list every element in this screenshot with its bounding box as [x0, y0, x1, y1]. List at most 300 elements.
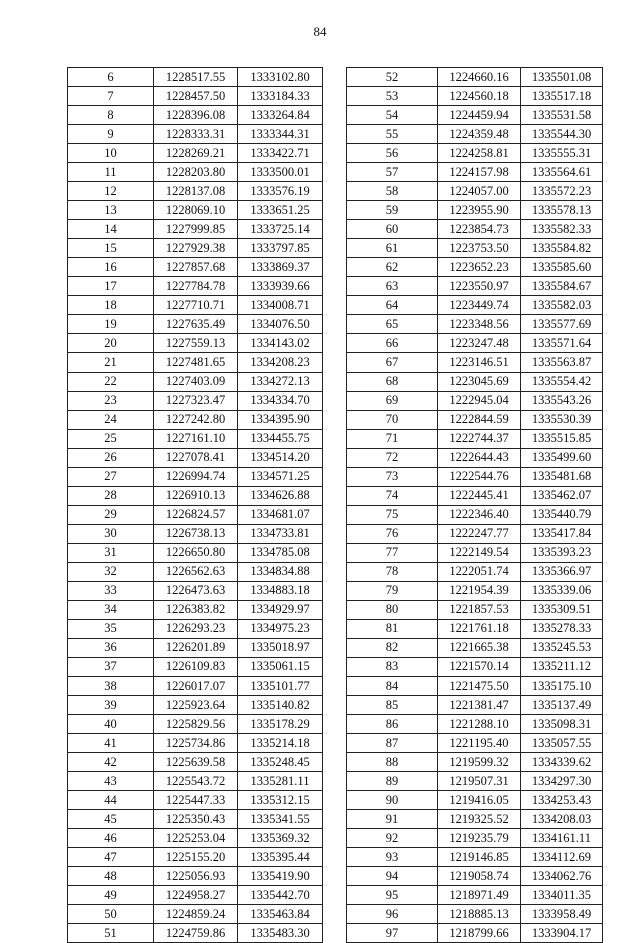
table-row [68, 220, 323, 239]
point-number-cell: 51 [68, 924, 154, 943]
x-coordinate-cell: 1227559.13 [154, 334, 238, 353]
y-coordinate-cell: 1335442.70 [238, 886, 323, 905]
x-coordinate-cell: 1227403.09 [154, 372, 238, 391]
table-row [347, 543, 603, 562]
x-coordinate-cell: 1224459.94 [438, 106, 521, 125]
point-number-cell: 44 [68, 791, 154, 810]
y-coordinate-cell: 1334062.76 [521, 867, 603, 886]
table-row [68, 867, 323, 886]
y-coordinate-cell: 1334395.90 [238, 410, 323, 429]
y-coordinate-cell: 1335582.03 [521, 296, 603, 315]
table-row [68, 696, 323, 715]
point-number-cell: 80 [347, 600, 438, 619]
point-number-cell: 43 [68, 772, 154, 791]
y-coordinate-cell: 1333344.31 [238, 125, 323, 144]
table-row [68, 277, 323, 296]
x-coordinate-cell: 1228457.50 [154, 87, 238, 106]
x-coordinate-cell: 1224057.00 [438, 182, 521, 201]
y-coordinate-cell: 1335530.39 [521, 410, 603, 429]
y-coordinate-cell: 1335419.90 [238, 867, 323, 886]
y-coordinate-cell: 1333797.85 [238, 239, 323, 258]
point-number-cell: 78 [347, 562, 438, 581]
point-number-cell: 24 [68, 410, 154, 429]
point-number-cell: 29 [68, 505, 154, 524]
table-row [68, 334, 323, 353]
table-row [68, 886, 323, 905]
y-coordinate-cell: 1334834.88 [238, 562, 323, 581]
point-number-cell: 30 [68, 524, 154, 543]
table-row [68, 581, 323, 600]
table-row [347, 753, 603, 772]
y-coordinate-cell: 1334455.75 [238, 429, 323, 448]
x-coordinate-cell: 1225639.58 [154, 753, 238, 772]
x-coordinate-cell: 1223348.56 [438, 315, 521, 334]
table-row [68, 734, 323, 753]
point-number-cell: 60 [347, 220, 438, 239]
x-coordinate-cell: 1226994.74 [154, 467, 238, 486]
table-row [68, 924, 323, 943]
x-coordinate-cell: 1223449.74 [438, 296, 521, 315]
table-row [68, 68, 323, 87]
y-coordinate-cell: 1335245.53 [521, 638, 603, 657]
y-coordinate-cell: 1334253.43 [521, 791, 603, 810]
table-row [68, 201, 323, 220]
x-coordinate-cell: 1226473.63 [154, 581, 238, 600]
x-coordinate-cell: 1225543.72 [154, 772, 238, 791]
table-row [347, 619, 603, 638]
table-row [347, 848, 603, 867]
point-number-cell: 88 [347, 753, 438, 772]
y-coordinate-cell: 1334929.97 [238, 600, 323, 619]
x-coordinate-cell: 1221475.50 [438, 677, 521, 696]
x-coordinate-cell: 1221665.38 [438, 638, 521, 657]
y-coordinate-cell: 1335584.67 [521, 277, 603, 296]
table-row [347, 296, 603, 315]
y-coordinate-cell: 1335278.33 [521, 619, 603, 638]
x-coordinate-cell: 1225253.04 [154, 829, 238, 848]
table-row [347, 220, 603, 239]
table-row [347, 391, 603, 410]
point-number-cell: 96 [347, 905, 438, 924]
x-coordinate-cell: 1222844.59 [438, 410, 521, 429]
table-row [68, 524, 323, 543]
table-row [347, 239, 603, 258]
coordinates-table-left-body [68, 68, 323, 943]
x-coordinate-cell: 1228396.08 [154, 106, 238, 125]
table-row [68, 791, 323, 810]
x-coordinate-cell: 1227710.71 [154, 296, 238, 315]
point-number-cell: 83 [347, 657, 438, 676]
x-coordinate-cell: 1228269.21 [154, 144, 238, 163]
y-coordinate-cell: 1335462.07 [521, 486, 603, 505]
x-coordinate-cell: 1224157.98 [438, 163, 521, 182]
point-number-cell: 47 [68, 848, 154, 867]
y-coordinate-cell: 1335098.31 [521, 715, 603, 734]
table-row [347, 258, 603, 277]
page-number: 84 [313, 24, 327, 39]
y-coordinate-cell: 1335366.97 [521, 562, 603, 581]
point-number-cell: 21 [68, 353, 154, 372]
table-row [68, 391, 323, 410]
point-number-cell: 54 [347, 106, 438, 125]
point-number-cell: 14 [68, 220, 154, 239]
point-number-cell: 77 [347, 543, 438, 562]
x-coordinate-cell: 1227784.78 [154, 277, 238, 296]
y-coordinate-cell: 1335281.11 [238, 772, 323, 791]
y-coordinate-cell: 1335175.10 [521, 677, 603, 696]
table-row [347, 315, 603, 334]
point-number-cell: 22 [68, 372, 154, 391]
table-row [347, 505, 603, 524]
point-number-cell: 12 [68, 182, 154, 201]
x-coordinate-cell: 1225734.86 [154, 734, 238, 753]
point-number-cell: 48 [68, 867, 154, 886]
x-coordinate-cell: 1226824.57 [154, 505, 238, 524]
table-row [68, 163, 323, 182]
x-coordinate-cell: 1219599.32 [438, 753, 521, 772]
x-coordinate-cell: 1219235.79 [438, 829, 521, 848]
y-coordinate-cell: 1333184.33 [238, 87, 323, 106]
x-coordinate-cell: 1221381.47 [438, 696, 521, 715]
table-row [347, 429, 603, 448]
table-row [347, 867, 603, 886]
table-row [347, 734, 603, 753]
table-row [68, 638, 323, 657]
table-row [347, 696, 603, 715]
x-coordinate-cell: 1227078.41 [154, 448, 238, 467]
point-number-cell: 37 [68, 657, 154, 676]
table-row [68, 657, 323, 676]
table-row [347, 638, 603, 657]
table-row [68, 715, 323, 734]
point-number-cell: 68 [347, 372, 438, 391]
point-number-cell: 28 [68, 486, 154, 505]
table-row [68, 315, 323, 334]
x-coordinate-cell: 1224258.81 [438, 144, 521, 163]
point-number-cell: 31 [68, 543, 154, 562]
point-number-cell: 65 [347, 315, 438, 334]
x-coordinate-cell: 1224759.86 [154, 924, 238, 943]
x-coordinate-cell: 1226201.89 [154, 638, 238, 657]
point-number-cell: 9 [68, 125, 154, 144]
table-row [347, 467, 603, 486]
x-coordinate-cell: 1225155.20 [154, 848, 238, 867]
y-coordinate-cell: 1335531.58 [521, 106, 603, 125]
x-coordinate-cell: 1223652.23 [438, 258, 521, 277]
y-coordinate-cell: 1335563.87 [521, 353, 603, 372]
y-coordinate-cell: 1335137.49 [521, 696, 603, 715]
point-number-cell: 15 [68, 239, 154, 258]
y-coordinate-cell: 1334785.08 [238, 543, 323, 562]
x-coordinate-cell: 1226910.13 [154, 486, 238, 505]
y-coordinate-cell: 1335061.15 [238, 657, 323, 676]
table-row [68, 543, 323, 562]
x-coordinate-cell: 1221857.53 [438, 600, 521, 619]
point-number-cell: 38 [68, 677, 154, 696]
point-number-cell: 91 [347, 810, 438, 829]
y-coordinate-cell: 1335339.06 [521, 581, 603, 600]
x-coordinate-cell: 1228517.55 [154, 68, 238, 87]
table-row [68, 410, 323, 429]
x-coordinate-cell: 1226109.83 [154, 657, 238, 676]
point-number-cell: 32 [68, 562, 154, 581]
y-coordinate-cell: 1335501.08 [521, 68, 603, 87]
table-row [347, 677, 603, 696]
table-row [347, 201, 603, 220]
y-coordinate-cell: 1334975.23 [238, 619, 323, 638]
point-number-cell: 74 [347, 486, 438, 505]
table-row [347, 829, 603, 848]
y-coordinate-cell: 1333576.19 [238, 182, 323, 201]
point-number-cell: 90 [347, 791, 438, 810]
table-row [347, 886, 603, 905]
y-coordinate-cell: 1334008.71 [238, 296, 323, 315]
point-number-cell: 58 [347, 182, 438, 201]
y-coordinate-cell: 1335417.84 [521, 524, 603, 543]
x-coordinate-cell: 1227161.10 [154, 429, 238, 448]
point-number-cell: 87 [347, 734, 438, 753]
point-number-cell: 33 [68, 581, 154, 600]
x-coordinate-cell: 1219146.85 [438, 848, 521, 867]
table-row [347, 562, 603, 581]
point-number-cell: 16 [68, 258, 154, 277]
y-coordinate-cell: 1335582.33 [521, 220, 603, 239]
y-coordinate-cell: 1334681.07 [238, 505, 323, 524]
x-coordinate-cell: 1222247.77 [438, 524, 521, 543]
table-row [347, 106, 603, 125]
point-number-cell: 53 [347, 87, 438, 106]
point-number-cell: 27 [68, 467, 154, 486]
y-coordinate-cell: 1335309.51 [521, 600, 603, 619]
table-row [347, 448, 603, 467]
point-number-cell: 66 [347, 334, 438, 353]
x-coordinate-cell: 1222644.43 [438, 448, 521, 467]
table-row [68, 905, 323, 924]
point-number-cell: 55 [347, 125, 438, 144]
x-coordinate-cell: 1225350.43 [154, 810, 238, 829]
table-row [347, 334, 603, 353]
point-number-cell: 57 [347, 163, 438, 182]
table-row [347, 372, 603, 391]
table-row [347, 144, 603, 163]
coordinates-table-left [67, 67, 323, 943]
table-row [68, 125, 323, 144]
table-row [68, 182, 323, 201]
x-coordinate-cell: 1226738.13 [154, 524, 238, 543]
table-row [68, 753, 323, 772]
point-number-cell: 49 [68, 886, 154, 905]
point-number-cell: 59 [347, 201, 438, 220]
x-coordinate-cell: 1228203.80 [154, 163, 238, 182]
point-number-cell: 45 [68, 810, 154, 829]
coordinates-table-right-body [347, 68, 603, 943]
table-row [68, 848, 323, 867]
x-coordinate-cell: 1222744.37 [438, 429, 521, 448]
table-row [347, 905, 603, 924]
point-number-cell: 70 [347, 410, 438, 429]
y-coordinate-cell: 1335555.31 [521, 144, 603, 163]
point-number-cell: 85 [347, 696, 438, 715]
point-number-cell: 82 [347, 638, 438, 657]
y-coordinate-cell: 1334297.30 [521, 772, 603, 791]
x-coordinate-cell: 1223753.50 [438, 239, 521, 258]
x-coordinate-cell: 1223247.48 [438, 334, 521, 353]
y-coordinate-cell: 1335499.60 [521, 448, 603, 467]
y-coordinate-cell: 1334571.25 [238, 467, 323, 486]
x-coordinate-cell: 1219058.74 [438, 867, 521, 886]
y-coordinate-cell: 1334208.03 [521, 810, 603, 829]
table-row [68, 258, 323, 277]
x-coordinate-cell: 1228069.10 [154, 201, 238, 220]
point-number-cell: 89 [347, 772, 438, 791]
x-coordinate-cell: 1226562.63 [154, 562, 238, 581]
y-coordinate-cell: 1335393.23 [521, 543, 603, 562]
table-row [347, 524, 603, 543]
y-coordinate-cell: 1335312.15 [238, 791, 323, 810]
x-coordinate-cell: 1225056.93 [154, 867, 238, 886]
y-coordinate-cell: 1334272.13 [238, 372, 323, 391]
x-coordinate-cell: 1227635.49 [154, 315, 238, 334]
point-number-cell: 72 [347, 448, 438, 467]
point-number-cell: 62 [347, 258, 438, 277]
y-coordinate-cell: 1335178.29 [238, 715, 323, 734]
x-coordinate-cell: 1223146.51 [438, 353, 521, 372]
y-coordinate-cell: 1335544.30 [521, 125, 603, 144]
table-row [68, 486, 323, 505]
y-coordinate-cell: 1335584.82 [521, 239, 603, 258]
y-coordinate-cell: 1335564.61 [521, 163, 603, 182]
y-coordinate-cell: 1333102.80 [238, 68, 323, 87]
x-coordinate-cell: 1226293.23 [154, 619, 238, 638]
point-number-cell: 69 [347, 391, 438, 410]
x-coordinate-cell: 1223550.97 [438, 277, 521, 296]
point-number-cell: 84 [347, 677, 438, 696]
y-coordinate-cell: 1334883.18 [238, 581, 323, 600]
table-row [68, 106, 323, 125]
table-row [347, 87, 603, 106]
point-number-cell: 6 [68, 68, 154, 87]
point-number-cell: 34 [68, 600, 154, 619]
x-coordinate-cell: 1225829.56 [154, 715, 238, 734]
y-coordinate-cell: 1335577.69 [521, 315, 603, 334]
point-number-cell: 81 [347, 619, 438, 638]
table-row [68, 296, 323, 315]
x-coordinate-cell: 1221195.40 [438, 734, 521, 753]
y-coordinate-cell: 1335483.30 [238, 924, 323, 943]
x-coordinate-cell: 1228137.08 [154, 182, 238, 201]
point-number-cell: 40 [68, 715, 154, 734]
y-coordinate-cell: 1335140.82 [238, 696, 323, 715]
y-coordinate-cell: 1334733.81 [238, 524, 323, 543]
y-coordinate-cell: 1333939.66 [238, 277, 323, 296]
x-coordinate-cell: 1225923.64 [154, 696, 238, 715]
y-coordinate-cell: 1335101.77 [238, 677, 323, 696]
x-coordinate-cell: 1218799.66 [438, 924, 521, 943]
table-row [68, 829, 323, 848]
table-row [68, 600, 323, 619]
x-coordinate-cell: 1222544.76 [438, 467, 521, 486]
y-coordinate-cell: 1335515.85 [521, 429, 603, 448]
y-coordinate-cell: 1333869.37 [238, 258, 323, 277]
x-coordinate-cell: 1227929.38 [154, 239, 238, 258]
point-number-cell: 36 [68, 638, 154, 657]
point-number-cell: 93 [347, 848, 438, 867]
table-row [347, 810, 603, 829]
y-coordinate-cell: 1333651.25 [238, 201, 323, 220]
y-coordinate-cell: 1335057.55 [521, 734, 603, 753]
y-coordinate-cell: 1333500.01 [238, 163, 323, 182]
x-coordinate-cell: 1223854.73 [438, 220, 521, 239]
y-coordinate-cell: 1334339.62 [521, 753, 603, 772]
y-coordinate-cell: 1333422.71 [238, 144, 323, 163]
table-row [347, 410, 603, 429]
y-coordinate-cell: 1334076.50 [238, 315, 323, 334]
table-row [68, 239, 323, 258]
x-coordinate-cell: 1226383.82 [154, 600, 238, 619]
y-coordinate-cell: 1334626.88 [238, 486, 323, 505]
point-number-cell: 20 [68, 334, 154, 353]
y-coordinate-cell: 1333725.14 [238, 220, 323, 239]
y-coordinate-cell: 1335571.64 [521, 334, 603, 353]
x-coordinate-cell: 1222346.40 [438, 505, 521, 524]
point-number-cell: 25 [68, 429, 154, 448]
point-number-cell: 64 [347, 296, 438, 315]
point-number-cell: 18 [68, 296, 154, 315]
table-row [68, 619, 323, 638]
x-coordinate-cell: 1227323.47 [154, 391, 238, 410]
x-coordinate-cell: 1227481.65 [154, 353, 238, 372]
y-coordinate-cell: 1335517.18 [521, 87, 603, 106]
y-coordinate-cell: 1334143.02 [238, 334, 323, 353]
point-number-cell: 71 [347, 429, 438, 448]
point-number-cell: 75 [347, 505, 438, 524]
point-number-cell: 42 [68, 753, 154, 772]
table-row [68, 772, 323, 791]
table-row [68, 87, 323, 106]
point-number-cell: 13 [68, 201, 154, 220]
x-coordinate-cell: 1222149.54 [438, 543, 521, 562]
y-coordinate-cell: 1334161.11 [521, 829, 603, 848]
x-coordinate-cell: 1224859.24 [154, 905, 238, 924]
y-coordinate-cell: 1335214.18 [238, 734, 323, 753]
x-coordinate-cell: 1227857.68 [154, 258, 238, 277]
point-number-cell: 73 [347, 467, 438, 486]
point-number-cell: 35 [68, 619, 154, 638]
point-number-cell: 17 [68, 277, 154, 296]
y-coordinate-cell: 1335341.55 [238, 810, 323, 829]
table-row [347, 182, 603, 201]
x-coordinate-cell: 1221954.39 [438, 581, 521, 600]
point-number-cell: 61 [347, 239, 438, 258]
point-number-cell: 86 [347, 715, 438, 734]
coordinates-table-right [346, 67, 603, 943]
table-row [347, 486, 603, 505]
point-number-cell: 63 [347, 277, 438, 296]
point-number-cell: 52 [347, 68, 438, 87]
y-coordinate-cell: 1335554.42 [521, 372, 603, 391]
y-coordinate-cell: 1334011.35 [521, 886, 603, 905]
table-row [68, 429, 323, 448]
x-coordinate-cell: 1223955.90 [438, 201, 521, 220]
point-number-cell: 46 [68, 829, 154, 848]
point-number-cell: 39 [68, 696, 154, 715]
x-coordinate-cell: 1222445.41 [438, 486, 521, 505]
point-number-cell: 8 [68, 106, 154, 125]
point-number-cell: 76 [347, 524, 438, 543]
table-row [68, 810, 323, 829]
y-coordinate-cell: 1335211.12 [521, 657, 603, 676]
y-coordinate-cell: 1333904.17 [521, 924, 603, 943]
